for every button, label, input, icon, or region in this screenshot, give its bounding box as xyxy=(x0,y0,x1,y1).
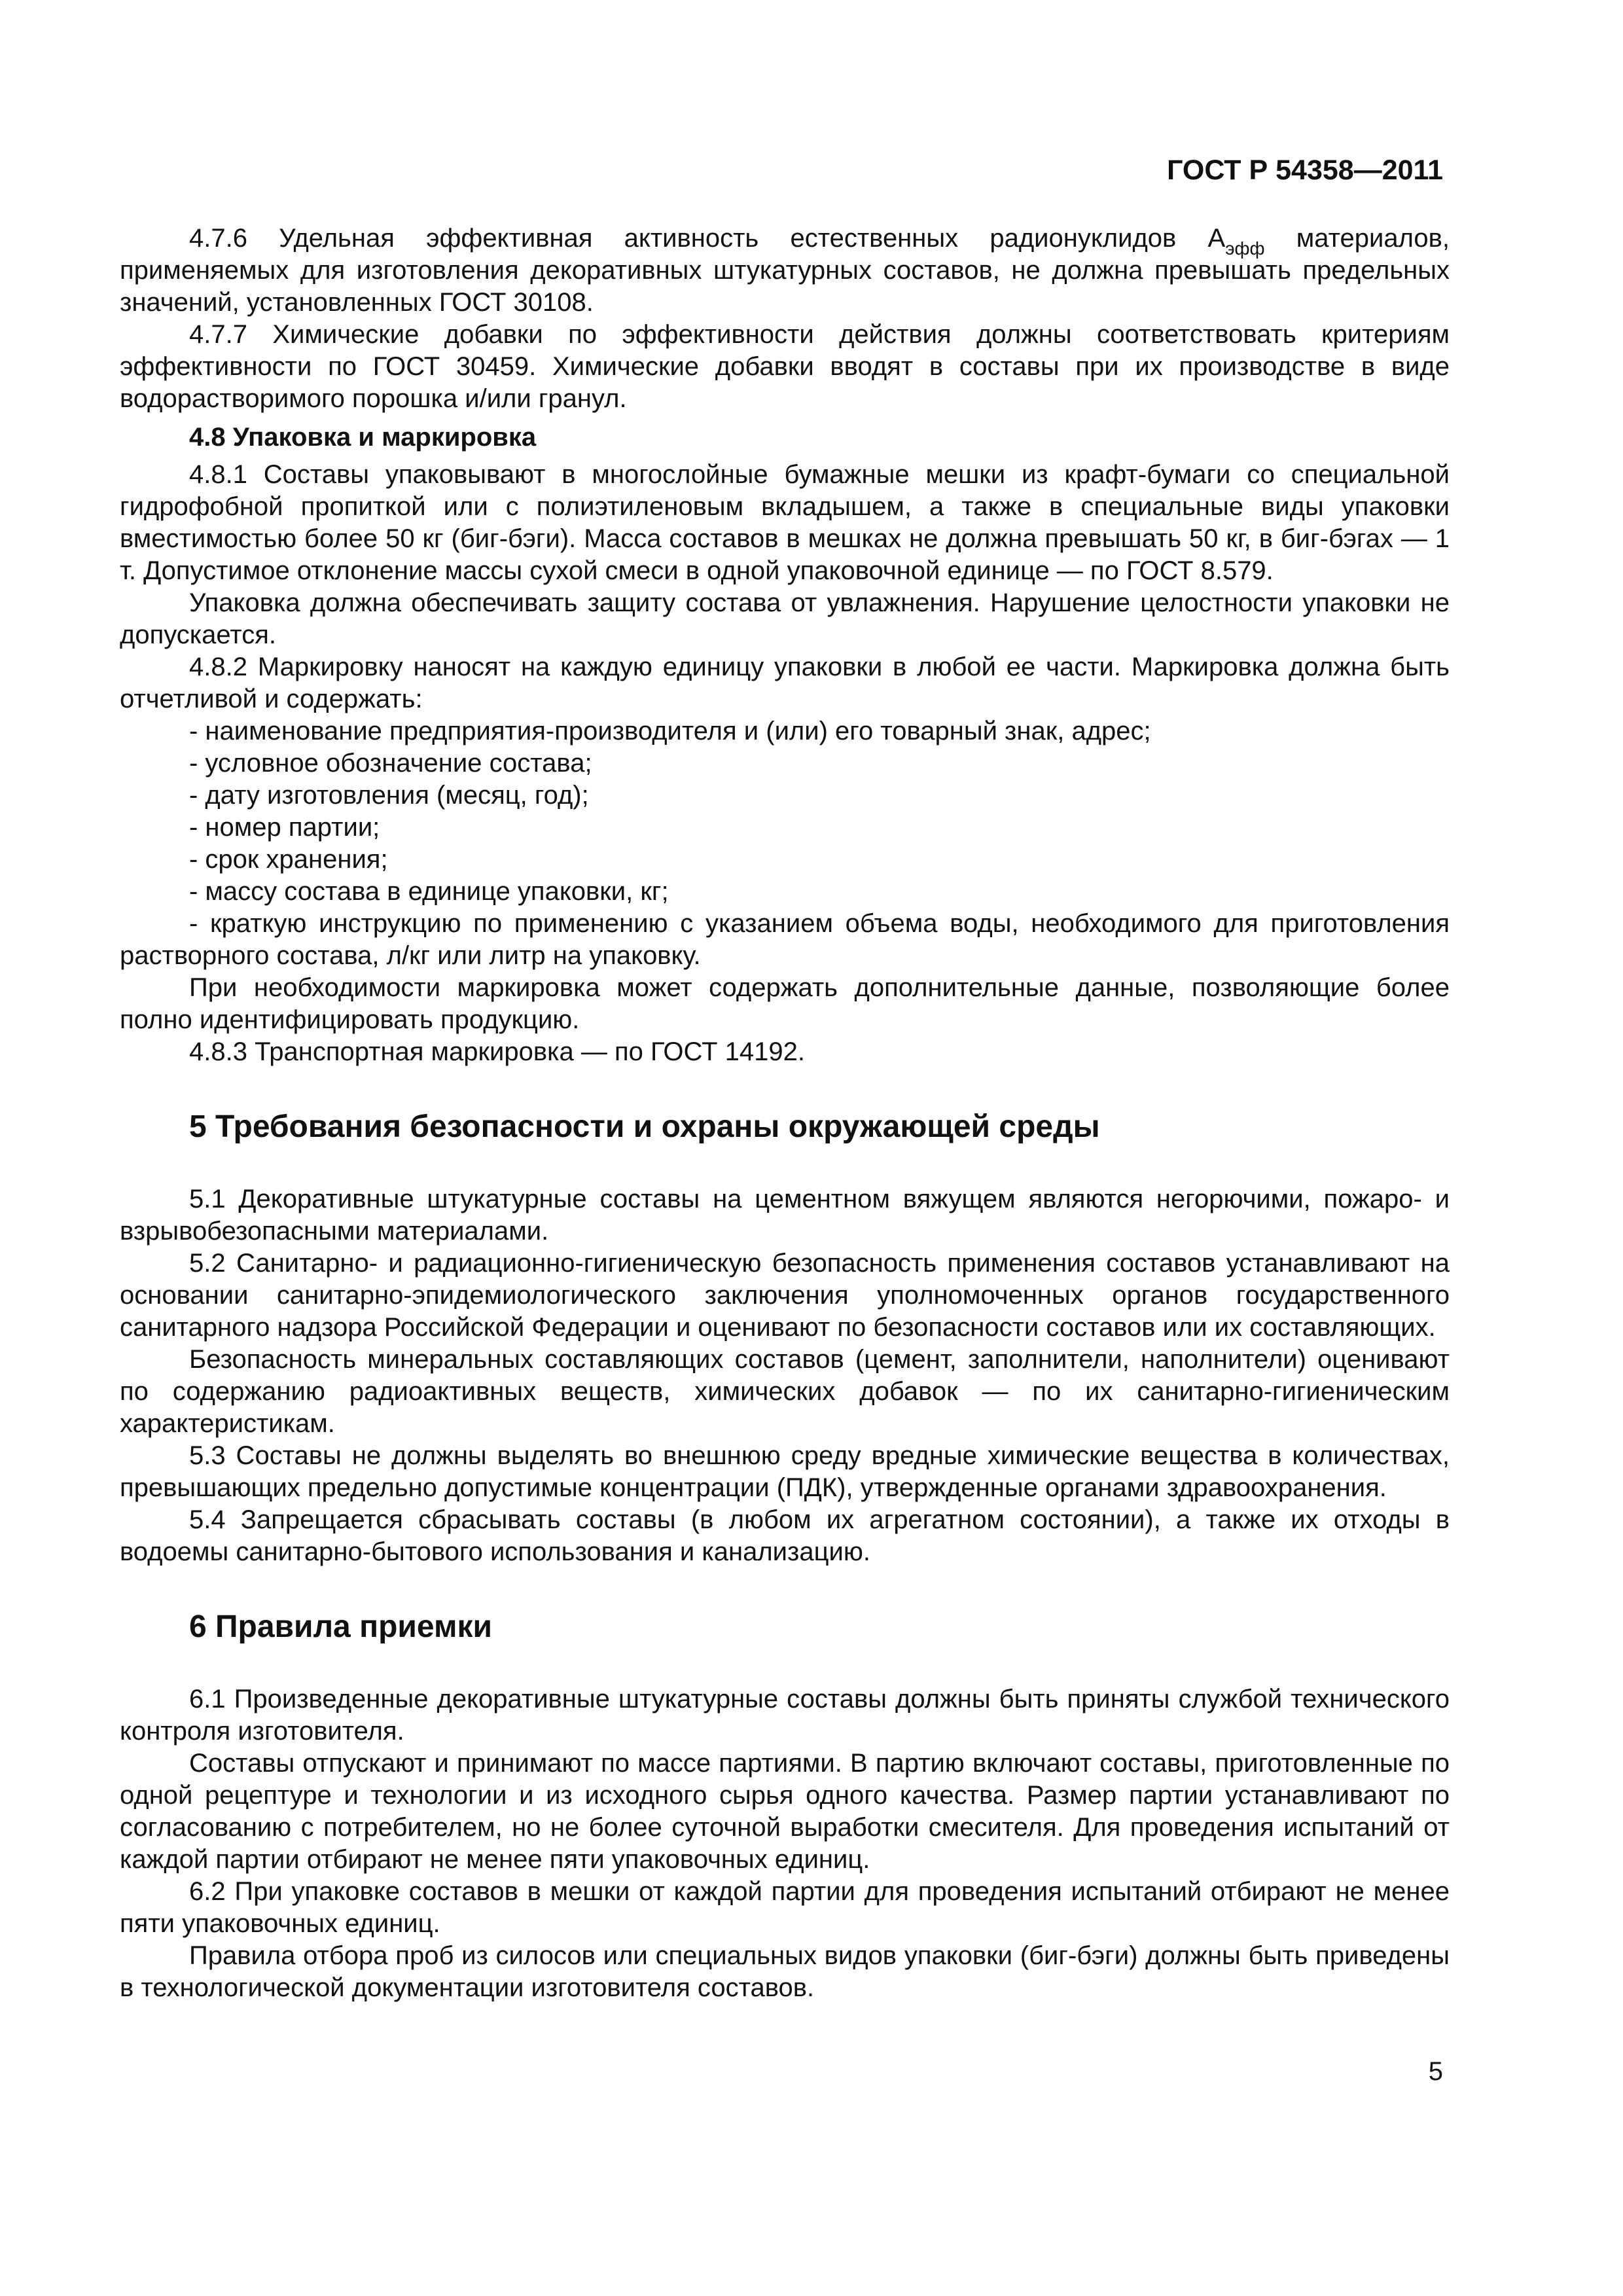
paragraph-4-8-2-additional: При необходимости маркировка может содержать дополнительные данные, позволяющие более полно идентифицировать продукцию. xyxy=(120,973,1450,1034)
list-item: - массу состава в единице упаковки, кг; xyxy=(189,877,669,906)
paragraph-4-7-6-text-b: материалов, применяемых для изготовления декоративных штукатурных составов, не должна превышать предельных значений, установленных ГОСТ 30108. xyxy=(120,224,1450,317)
paragraph-5-3: 5.3 Составы не должны выделять во внешнюю среду вредные химические вещества в количествах, превышающих предельно допустимые концентрации (ПДК), утвержденные органами здравоохранения. xyxy=(120,1441,1450,1502)
section-heading-5: 5 Требования безопасности и охраны окружающей среды xyxy=(189,1109,1100,1144)
subsection-heading-4-8: 4.8 Упаковка и маркировка xyxy=(189,423,537,452)
paragraph-4-8-2: 4.8.2 Маркировку наносят на каждую единицу упаковки в любой ее части. Маркировка должна быть отчетливой и содержать: xyxy=(120,653,1450,713)
paragraph-5-2: 5.2 Санитарно- и радиационно-гигиеническую безопасность применения составов устанавливают на основании санитарно-эпидемиологического заключения уполномоченных органов государственного санитарного надзора Российской Федерации и оценивают по безопасности составов или их составляющих. xyxy=(120,1249,1450,1342)
list-item: - срок хранения; xyxy=(189,845,388,874)
document-body xyxy=(120,223,1450,2004)
page-number: 5 xyxy=(1428,2057,1443,2086)
paragraph-4-7-7: 4.7.7 Химические добавки по эффективности действия должны соответствовать критериям эффективности по ГОСТ 30459. Химические добавки вводят в составы при их производстве в виде водорастворимого порошка и/или гранул. xyxy=(120,320,1450,413)
document-header-id: ГОСТ Р 54358—2011 xyxy=(1167,154,1443,186)
paragraph-6-2-sampling: Правила отбора проб из силосов или специальных видов упаковки (биг-бэги) должны быть приведены в технологической документации изготовителя составов. xyxy=(120,1941,1450,2002)
list-item: - условное обозначение состава; xyxy=(189,749,592,778)
list-item: - номер партии; xyxy=(189,813,380,842)
subscript-eff: эфф xyxy=(1225,238,1265,259)
paragraph-6-1: 6.1 Произведенные декоративные штукатурные составы должны быть приняты службой технического контроля изготовителя. xyxy=(120,1685,1450,1746)
paragraph-4-8-1-packaging: Упаковка должна обеспечивать защиту состава от увлажнения. Нарушение целостности упаковки не допускается. xyxy=(120,588,1450,649)
paragraph-6-1-batches: Составы отпускают и принимают по массе партиями. В партию включают составы, приготовленные по одной рецептуре и технологии и из исходного сырья одного качества. Размер партии устанавливают по согласованию с потребителем, но не более суточной выработки смесителя. Для проведения испытаний от каждой партии отбирают не менее пяти упаковочных единиц. xyxy=(120,1749,1450,1874)
list-item: - дату изготовления (месяц, год); xyxy=(189,781,589,810)
paragraph-5-2-minerals: Безопасность минеральных составляющих составов (цемент, заполнители, наполнители) оценивают по содержанию радиоактивных веществ, химических добавок — по их санитарно-гигиеническим характеристикам. xyxy=(120,1345,1450,1438)
paragraph-5-4: 5.4 Запрещается сбрасывать составы (в любом их агрегатном состоянии), а также их отходы в водоемы санитарно-бытового использования и канализацию. xyxy=(120,1505,1450,1566)
section-heading-6: 6 Правила приемки xyxy=(189,1609,493,1644)
paragraph-6-2: 6.2 При упаковке составов в мешки от каждой партии для проведения испытаний отбирают не менее пяти упаковочных единиц. xyxy=(120,1877,1450,1938)
paragraph-4-8-1: 4.8.1 Составы упаковывают в многослойные бумажные мешки из крафт-бумаги со специальной гидрофобной пропиткой или с полиэтиленовым вкладышем, а также в специальные виды упаковки вместимостью более 50 кг (биг-бэги). Масса составов в мешках не должна превышать 50 кг, в биг-бэгах — 1 т. Допустимое отклонение массы сухой смеси в одной упаковочной единице — по ГОСТ 8.579. xyxy=(120,460,1450,585)
paragraph-4-7-6-text-a: 4.7.6 Удельная эффективная активность естественных радионуклидов А xyxy=(189,224,1226,253)
list-item: - наименование предприятия-производителя и (или) его товарный знак, адрес; xyxy=(189,717,1151,745)
paragraph-4-8-3: 4.8.3 Транспортная маркировка — по ГОСТ 14192. xyxy=(189,1037,805,1066)
list-item: - краткую инструкцию по применению с указанием объема воды, необходимого для приготовления растворного состава, л/кг или литр на упаковку. xyxy=(120,909,1450,970)
paragraph-5-1: 5.1 Декоративные штукатурные составы на цементном вяжущем являются негорючими, пожаро- и взрывобезопасными материалами. xyxy=(120,1185,1450,1246)
marking-list xyxy=(120,715,1450,972)
paragraph-4-7-6 xyxy=(120,223,1450,319)
